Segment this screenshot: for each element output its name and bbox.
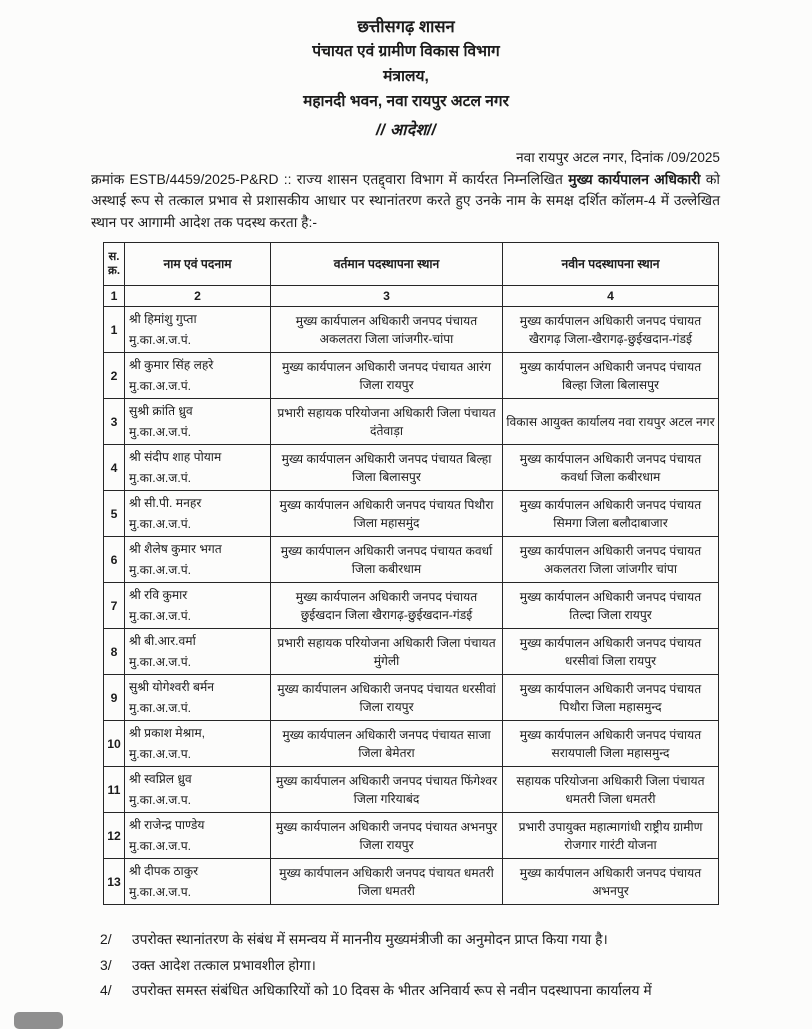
row-serial-number: 7 xyxy=(104,583,125,629)
officer-name-cell xyxy=(125,491,271,537)
table-row xyxy=(104,675,719,721)
bottom-left-gray-pill xyxy=(14,1012,63,1029)
row-serial-number: 11 xyxy=(104,767,125,813)
new-posting-cell: मुख्य कार्यपालन अधिकारी जनपद पंचायत सरायपाली जिला महासमुन्द xyxy=(503,721,719,767)
officer-designation: मु.का.अ.ज.पं. xyxy=(129,562,192,577)
officer-designation: मु.का.अ.ज.पं. xyxy=(129,424,192,439)
table-row xyxy=(104,767,719,813)
new-posting-cell: मुख्य कार्यपालन अधिकारी जनपद पंचायत तिल्दा जिला रायपुर xyxy=(503,583,719,629)
current-posting-cell: मुख्य कार्यपालन अधिकारी जनपद पंचायत छुईखदान जिला खैरागढ़-छुईखदान-गंडई xyxy=(271,583,503,629)
new-posting-cell: मुख्य कार्यपालन अधिकारी जनपद पंचायत अकलतरा जिला जांजगीर चांपा xyxy=(503,537,719,583)
condition-text: उपरोक्त स्थानांतरण के संबंध में समन्वय में माननीय मुख्यमंत्रीजी का अनुमोदन प्राप्त किया गया है। xyxy=(132,931,608,948)
current-posting-cell: मुख्य कार्यपालन अधिकारी जनपद पंचायत अकलतरा जिला जांजगीर-चांपा xyxy=(271,307,503,353)
current-posting-cell: मुख्य कार्यपालन अधिकारी जनपद पंचायत धरसीवां जिला रायपुर xyxy=(271,675,503,721)
place-date-line: नवा रायपुर अटल नगर, दिनांक /09/2025 xyxy=(516,149,720,165)
officer-name-cell xyxy=(125,445,271,491)
new-posting-cell: मुख्य कार्यपालन अधिकारी जनपद पंचायत अभनपुर xyxy=(503,859,719,905)
officer-name: श्री हिमांशु गुप्ता xyxy=(129,311,197,326)
row-serial-number: 6 xyxy=(104,537,125,583)
new-posting-cell: सहायक परियोजना अधिकारी जिला पंचायत धमतरी जिला धमतरी xyxy=(503,767,719,813)
officer-designation: मु.का.अ.ज.पं. xyxy=(129,608,192,623)
officer-designation: मु.का.अ.ज.पं. xyxy=(129,378,192,393)
officer-name: श्री बी.आर.वर्मा xyxy=(129,633,196,648)
officer-name: श्री दीपक ठाकुर xyxy=(129,863,199,878)
intro-text-after-bold: को अस्थाई रूप से तत्काल प्रभाव से प्रशासकीय आधार पर स्थानांतरण करते हुए उनके नाम के समक्ष दर्शित कॉलम-4 में उल्लेखित स्थान पर आगामी आदेश तक पदस्थ करता है:- xyxy=(91,170,720,230)
condition-item xyxy=(100,980,720,1000)
order-intro-paragraph xyxy=(91,169,720,234)
table-header-row xyxy=(104,243,719,286)
current-posting-cell: मुख्य कार्यपालन अधिकारी जनपद पंचायत कवर्धा जिला कबीरधाम xyxy=(271,537,503,583)
officer-name-cell xyxy=(125,537,271,583)
officer-designation: मु.का.अ.ज.पं. xyxy=(129,332,192,347)
officer-name-cell xyxy=(125,399,271,445)
officer-designation: मु.का.अ.ज.पं. xyxy=(129,516,192,531)
officer-name-cell xyxy=(125,629,271,675)
column-number-4: 4 xyxy=(503,286,719,307)
table-row xyxy=(104,859,719,905)
new-posting-cell: प्रभारी उपायुक्त महात्मागांधी राष्ट्रीय ग्रामीण रोजगार गारंटी योजना xyxy=(503,813,719,859)
header-name-designation: नाम एवं पदनाम xyxy=(125,243,271,286)
column-number-1: 1 xyxy=(104,286,125,307)
intro-bold-designation: मुख्य कार्यपालन अधिकारी xyxy=(568,170,701,187)
row-serial-number: 2 xyxy=(104,353,125,399)
officer-name-cell xyxy=(125,675,271,721)
table-row xyxy=(104,583,719,629)
officer-name-cell xyxy=(125,767,271,813)
officer-name-cell xyxy=(125,307,271,353)
column-number-row xyxy=(104,286,719,307)
order-conditions-list xyxy=(100,929,720,999)
new-posting-cell: मुख्य कार्यपालन अधिकारी जनपद पंचायत धरसीवां जिला रायपुर xyxy=(503,629,719,675)
new-posting-cell: विकास आयुक्त कार्यालय नवा रायपुर अटल नगर xyxy=(503,399,719,445)
officer-name: श्री राजेन्द्र पाण्डेय xyxy=(129,817,205,832)
officer-name: सुश्री योगेश्वरी बर्मन xyxy=(129,679,214,694)
officer-designation: मु.का.अ.ज.प. xyxy=(129,746,192,761)
row-serial-number: 13 xyxy=(104,859,125,905)
new-posting-cell: मुख्य कार्यपालन अधिकारी जनपद पंचायत पिथौरा जिला महासमुन्द xyxy=(503,675,719,721)
condition-number: 4/ xyxy=(100,981,112,998)
officer-designation: मु.का.अ.ज.पं. xyxy=(129,470,192,485)
condition-text: उक्त आदेश तत्काल प्रभावशील होगा। xyxy=(132,956,316,973)
transfer-table xyxy=(103,242,719,905)
new-posting-cell: मुख्य कार्यपालन अधिकारी जनपद पंचायत कवर्धा जिला कबीरधाम xyxy=(503,445,719,491)
row-serial-number: 3 xyxy=(104,399,125,445)
officer-name: श्री संदीप शाह पोयाम xyxy=(129,449,222,464)
header-serial-number: स. क्र. xyxy=(104,243,125,286)
officer-name-cell xyxy=(125,859,271,905)
officer-name-cell xyxy=(125,583,271,629)
officer-name-cell xyxy=(125,721,271,767)
condition-item xyxy=(100,955,720,975)
table-row xyxy=(104,353,719,399)
letterhead-department-name: पंचायत एवं ग्रामीण विकास विभाग xyxy=(312,43,500,61)
header-current-posting: वर्तमान पदस्थापना स्थान xyxy=(271,243,503,286)
new-posting-cell: मुख्य कार्यपालन अधिकारी जनपद पंचायत बिल्हा जिला बिलासपुर xyxy=(503,353,719,399)
officer-name: श्री सी.पी. मनहर xyxy=(129,495,202,510)
table-row xyxy=(104,307,719,353)
column-number-3: 3 xyxy=(271,286,503,307)
officer-name-cell xyxy=(125,353,271,399)
current-posting-cell: मुख्य कार्यपालन अधिकारी जनपद पंचायत साजा जिला बेमेतरा xyxy=(271,721,503,767)
officer-name: श्री कुमार सिंह लहरे xyxy=(129,357,214,372)
current-posting-cell: मुख्य कार्यपालन अधिकारी जनपद पंचायत बिल्हा जिला बिलासपुर xyxy=(271,445,503,491)
current-posting-cell: मुख्य कार्यपालन अधिकारी जनपद पंचायत फिंगेश्वर जिला गरियाबंद xyxy=(271,767,503,813)
row-serial-number: 4 xyxy=(104,445,125,491)
order-title: // आदेश// xyxy=(375,121,437,139)
officer-designation: मु.का.अ.ज.प. xyxy=(129,792,192,807)
table-row xyxy=(104,399,719,445)
officer-name: श्री स्वप्निल ध्रुव xyxy=(129,771,192,786)
officer-name: श्री रवि कुमार xyxy=(129,587,188,602)
row-serial-number: 5 xyxy=(104,491,125,537)
table-row xyxy=(104,629,719,675)
condition-item xyxy=(100,929,720,949)
row-serial-number: 8 xyxy=(104,629,125,675)
new-posting-cell: मुख्य कार्यपालन अधिकारी जनपद पंचायत सिमगा जिला बलौदाबाजार xyxy=(503,491,719,537)
letterhead-ministry: मंत्रालय, xyxy=(383,68,429,86)
table-row xyxy=(104,445,719,491)
current-posting-cell: प्रभारी सहायक परियोजना अधिकारी जिला पंचायत दंतेवाड़ा xyxy=(271,399,503,445)
officer-name-cell xyxy=(125,813,271,859)
column-number-2: 2 xyxy=(125,286,271,307)
header-new-posting: नवीन पदस्थापना स्थान xyxy=(503,243,719,286)
current-posting-cell: मुख्य कार्यपालन अधिकारी जनपद पंचायत पिथौरा जिला महासमुंद xyxy=(271,491,503,537)
officer-name: सुश्री क्रांति ध्रुव xyxy=(129,403,193,418)
current-posting-cell: प्रभारी सहायक परियोजना अधिकारी जिला पंचायत मुंगेली xyxy=(271,629,503,675)
intro-text-before-bold: क्रमांक ESTB/4459/2025-P&RD :: राज्य शासन एतद्द्वारा विभाग में कार्यरत निम्नलिखित xyxy=(91,170,569,187)
letterhead-address: महानदी भवन, नवा रायपुर अटल नगर xyxy=(303,92,509,110)
row-serial-number: 12 xyxy=(104,813,125,859)
condition-text: उपरोक्त समस्त संबंधित अधिकारियों को 10 दिवस के भीतर अनिवार्य रूप से नवीन पदस्थापना कार्यालय में xyxy=(132,981,652,998)
row-serial-number: 9 xyxy=(104,675,125,721)
officer-name: श्री प्रकाश मेश्राम, xyxy=(129,725,206,740)
condition-number: 2/ xyxy=(100,931,112,948)
officer-name: श्री शैलेष कुमार भगत xyxy=(129,541,222,556)
table-row xyxy=(104,721,719,767)
officer-designation: मु.का.अ.ज.प. xyxy=(129,884,192,899)
officer-designation: मु.का.अ.ज.पं. xyxy=(129,654,192,669)
current-posting-cell: मुख्य कार्यपालन अधिकारी जनपद पंचायत धमतरी जिला धमतरी xyxy=(271,859,503,905)
letterhead-government-name: छत्तीसगढ़ शासन xyxy=(357,18,455,36)
table-row xyxy=(104,537,719,583)
table-row xyxy=(104,813,719,859)
new-posting-cell: मुख्य कार्यपालन अधिकारी जनपद पंचायत खैरागढ़ जिला-खैरागढ़-छुईखदान-गंडई xyxy=(503,307,719,353)
current-posting-cell: मुख्य कार्यपालन अधिकारी जनपद पंचायत आरंग जिला रायपुर xyxy=(271,353,503,399)
officer-designation: मु.का.अ.ज.पं. xyxy=(129,700,192,715)
table-row xyxy=(104,491,719,537)
officer-designation: मु.का.अ.ज.प. xyxy=(129,838,192,853)
condition-number: 3/ xyxy=(100,956,112,973)
row-serial-number: 1 xyxy=(104,307,125,353)
current-posting-cell: मुख्य कार्यपालन अधिकारी जनपद पंचायत अभनपुर जिला रायपुर xyxy=(271,813,503,859)
row-serial-number: 10 xyxy=(104,721,125,767)
